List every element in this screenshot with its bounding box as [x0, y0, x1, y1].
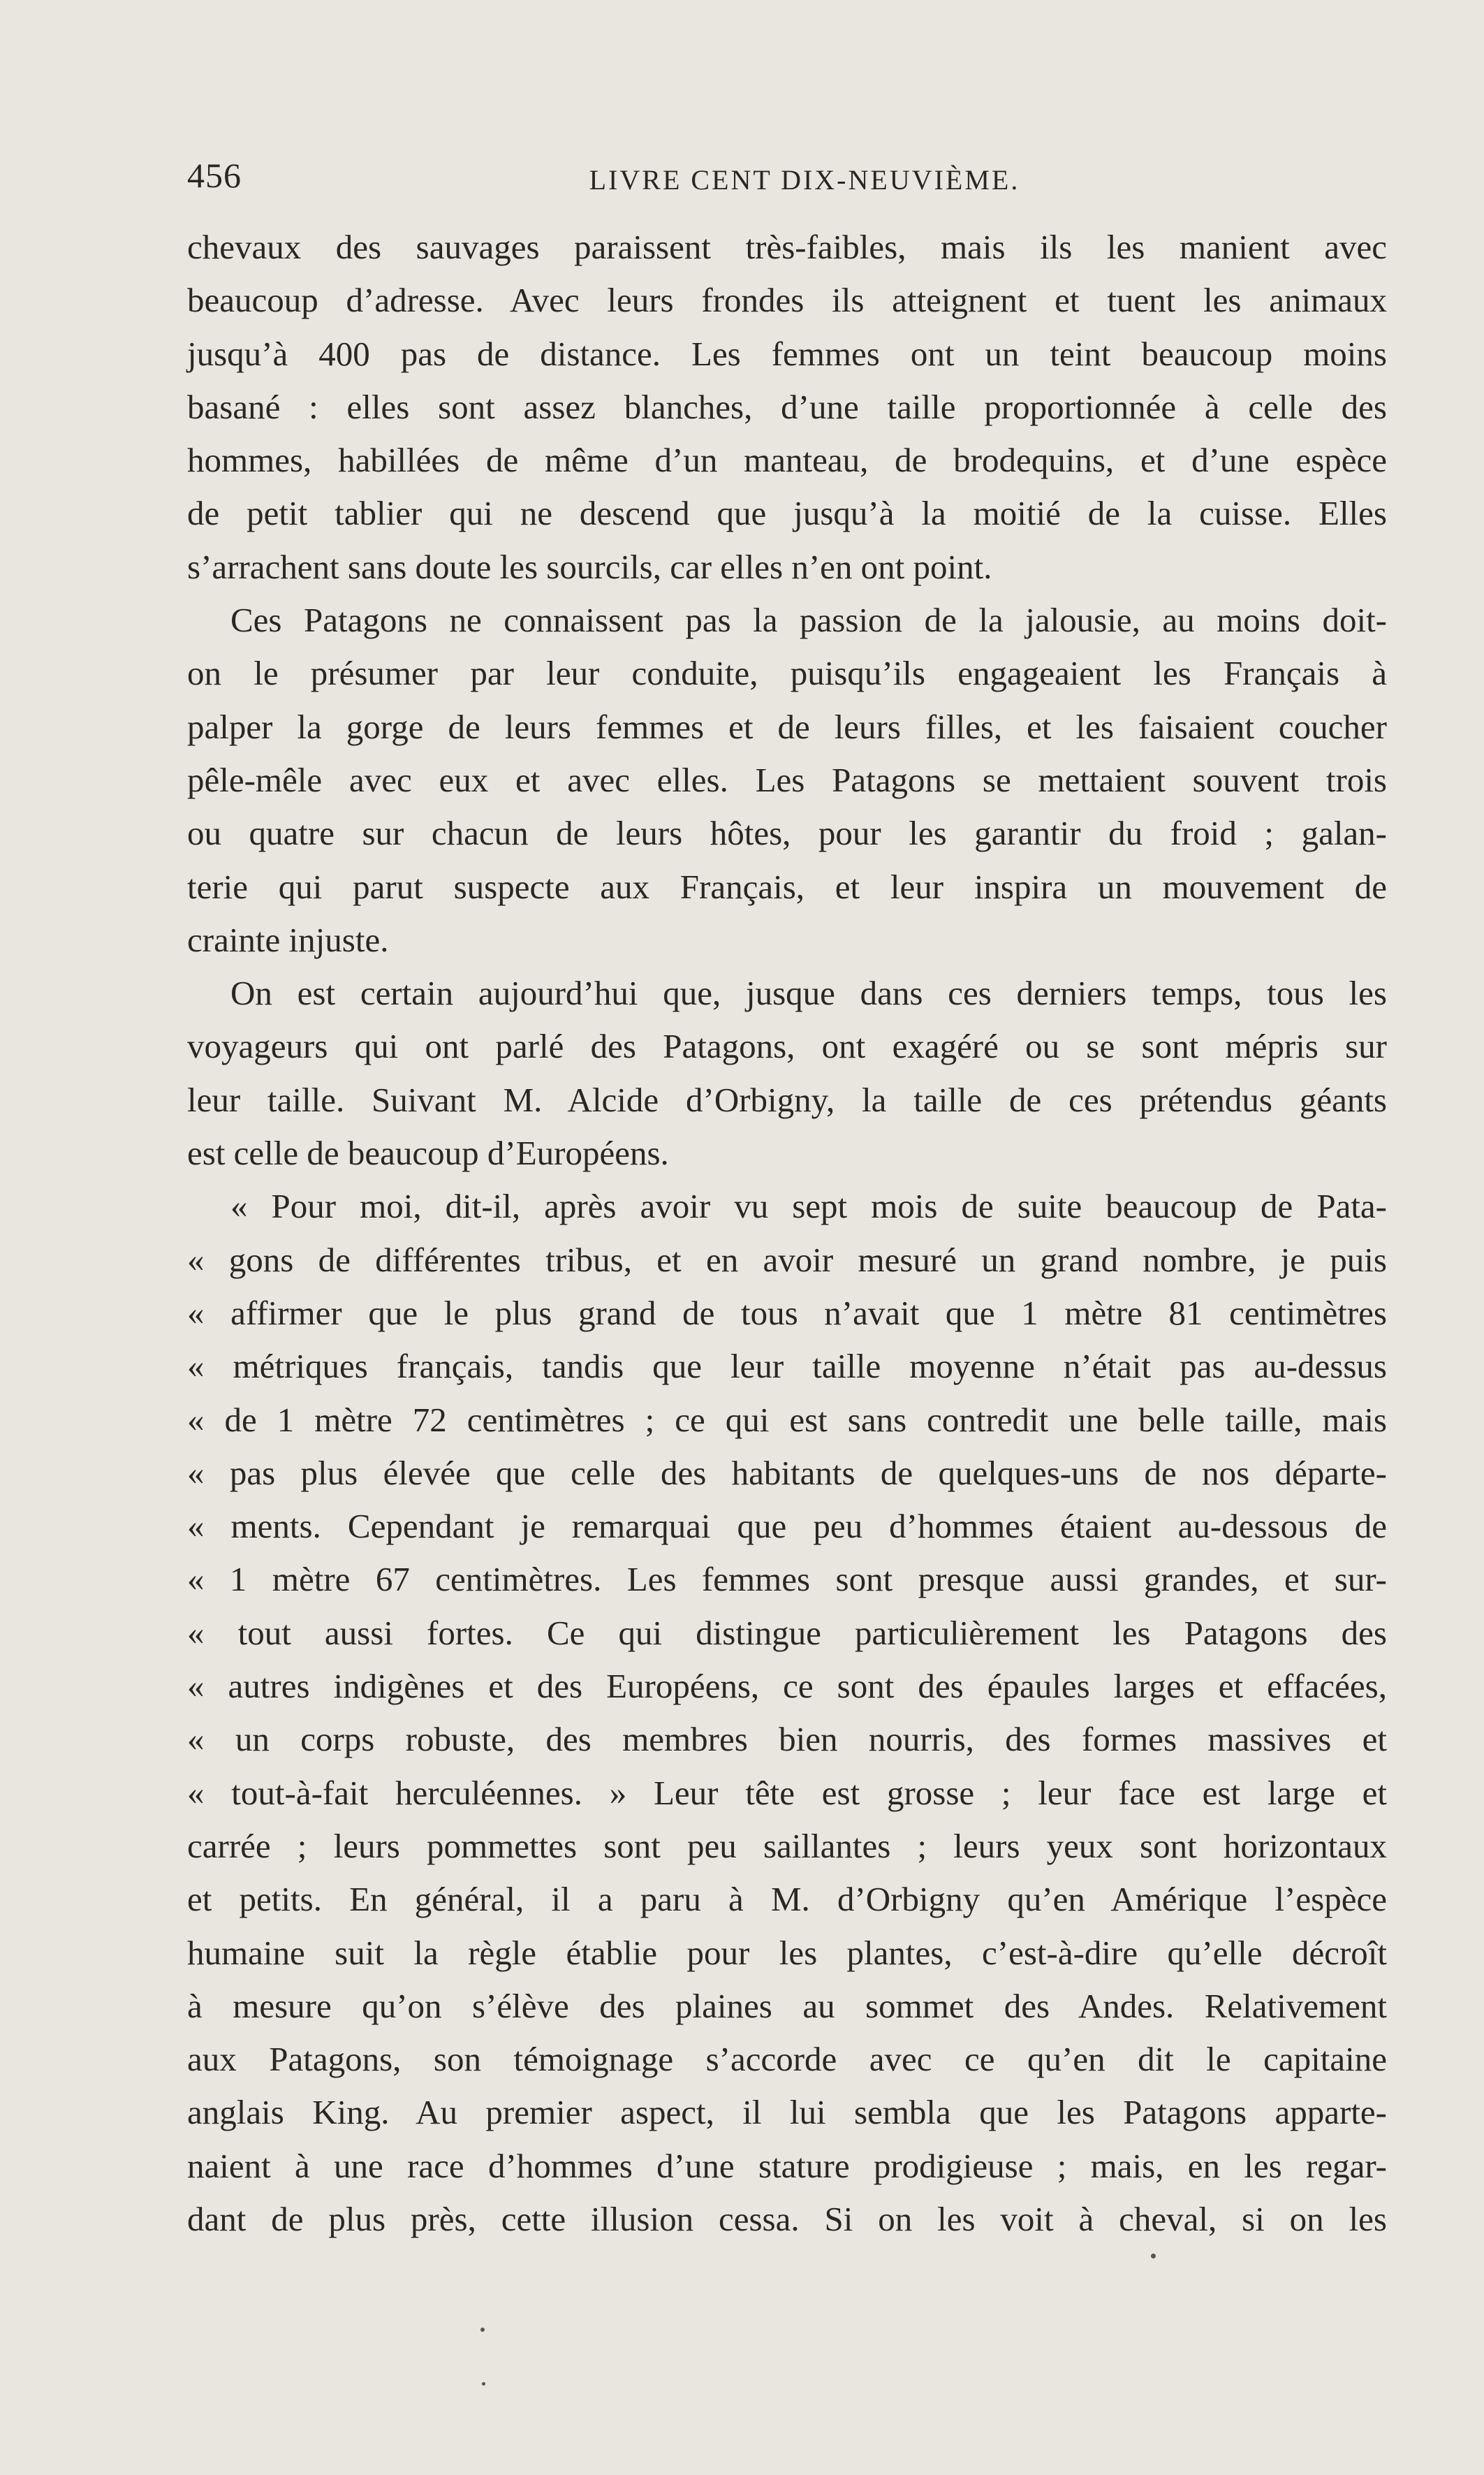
text-line: On est certain aujourd’hui que, jusque dans ces derniers temps, tous les — [230, 974, 1387, 1013]
text-line: palper la gorge de leurs femmes et de leurs filles, et les faisaient coucher — [187, 707, 1387, 746]
text-line: « affirmer que le plus grand de tous n’avait que 1 mètre 81 centimètres — [187, 1293, 1387, 1332]
text-line: crainte injuste. — [187, 920, 389, 959]
text-line: « un corps robuste, des membres bien nourris, des formes massives et — [187, 1720, 1387, 1759]
text-line: « gons de différentes tribus, et en avoir mesuré un grand nombre, je puis — [187, 1240, 1387, 1279]
text-line: anglais King. Au premier aspect, il lui sembla que les Patagons apparte- — [187, 2093, 1387, 2132]
text-line: « de 1 mètre 72 centimètres ; ce qui est sans contredit une belle taille, mais — [187, 1400, 1387, 1439]
text-line: s’arrachent sans doute les sourcils, car elles n’en ont point. — [187, 547, 992, 586]
text-line: naient à une race d’hommes d’une stature prodigieuse ; mais, en les regar- — [187, 2146, 1387, 2185]
text-line: « métriques français, tandis que leur taille moyenne n’était pas au-dessus — [187, 1347, 1387, 1386]
text-line: voyageurs qui ont parlé des Patagons, ont exagéré ou se sont mépris sur — [187, 1027, 1387, 1066]
text-line: « 1 mètre 67 centimètres. Les femmes sont presque aussi grandes, et sur- — [187, 1560, 1387, 1599]
paper-speck — [480, 2328, 485, 2332]
text-line: « autres indigènes et des Européens, ce sont des épaules larges et effacées, — [187, 1667, 1387, 1706]
text-line: « tout-à-fait herculéennes. » Leur tête est grosse ; leur face est large et — [187, 1773, 1387, 1812]
text-line: hommes, habillées de même d’un manteau, de brodequins, et d’une espèce — [187, 441, 1387, 480]
text-line: beaucoup d’adresse. Avec leurs frondes ils atteignent et tuent les animaux — [187, 281, 1387, 320]
text-line: de petit tablier qui ne descend que jusqu’à la moitié de la cuisse. Elles — [187, 494, 1387, 533]
text-line: terie qui parut suspecte aux Français, et leur inspira un mouvement de — [187, 867, 1387, 906]
page-header — [187, 155, 1401, 197]
text-line: chevaux des sauvages paraissent très-faibles, mais ils les manient avec — [187, 228, 1387, 266]
text-line: est celle de beaucoup d’Européens. — [187, 1134, 669, 1173]
text-line: leur taille. Suivant M. Alcide d’Orbigny, la taille de ces prétendus géants — [187, 1080, 1387, 1119]
text-line: « tout aussi fortes. Ce qui distingue particulièrement les Patagons des — [187, 1613, 1387, 1652]
page-number: 456 — [187, 156, 242, 195]
text-line: aux Patagons, son témoignage s’accorde avec ce qu’en dit le capitaine — [187, 2040, 1387, 2079]
text-line: ou quatre sur chacun de leurs hôtes, pour les garantir du froid ; galan- — [187, 814, 1387, 853]
text-line: « Pour moi, dit-il, après avoir vu sept mois de suite beaucoup de Pata- — [230, 1187, 1387, 1226]
text-line: on le présumer par leur conduite, puisqu’ils engageaient les Français à — [187, 654, 1387, 693]
text-line: « ments. Cependant je remarquai que peu d’hommes étaient au-dessous de — [187, 1507, 1387, 1546]
text-line: à mesure qu’on s’élève des plaines au sommet des Andes. Relativement — [187, 1986, 1387, 2025]
running-title: LIVRE CENT DIX-NEUVIÈME. — [589, 164, 1020, 196]
paper-speck — [482, 2382, 485, 2386]
paper-speck — [1151, 2254, 1156, 2258]
text-line: dant de plus près, cette illusion cessa. Si on les voit à cheval, si on les — [187, 2199, 1387, 2238]
text-line: Ces Patagons ne connaissent pas la passion de la jalousie, au moins doit- — [230, 601, 1387, 640]
text-line: humaine suit la règle établie pour les plantes, c’est-à-dire qu’elle décroît — [187, 1933, 1387, 1972]
text-line: pêle-mêle avec eux et avec elles. Les Patagons se mettaient souvent trois — [187, 760, 1387, 799]
body-text — [187, 221, 1387, 2246]
text-line: et petits. En général, il a paru à M. d’Orbigny qu’en Amérique l’espèce — [187, 1880, 1387, 1919]
text-line: « pas plus élevée que celle des habitants de quelques-uns de nos départe- — [187, 1453, 1387, 1492]
text-line: jusqu’à 400 pas de distance. Les femmes ont un teint beaucoup moins — [187, 334, 1387, 373]
text-line: carrée ; leurs pommettes sont peu saillantes ; leurs yeux sont horizontaux — [187, 1826, 1387, 1865]
text-line: basané : elles sont assez blanches, d’une taille proportionnée à celle des — [187, 387, 1387, 426]
